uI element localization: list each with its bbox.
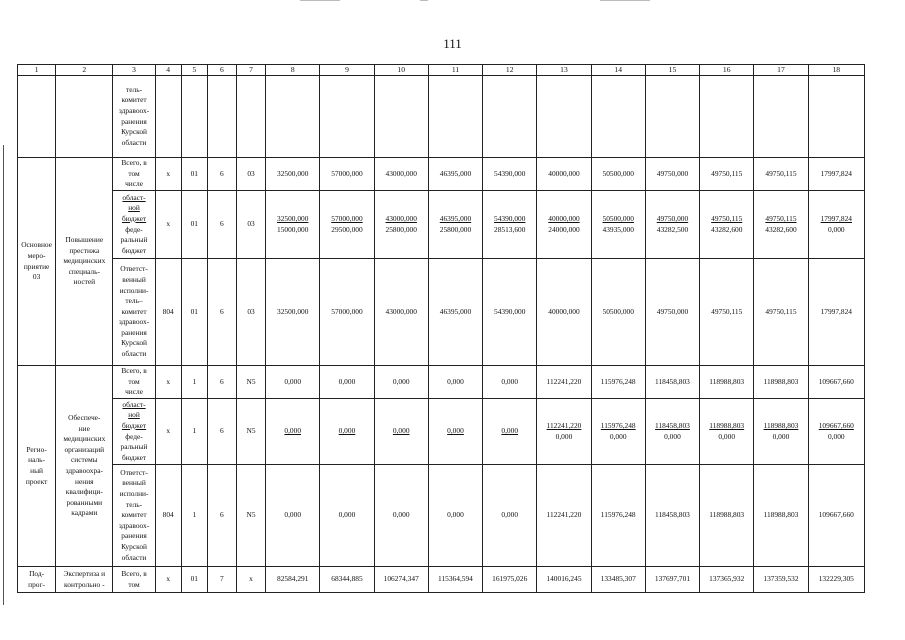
value-cell: 115364,594 bbox=[428, 567, 482, 593]
value-cell: 0,000 bbox=[320, 465, 374, 567]
value-cell: 82584,291 bbox=[266, 567, 320, 593]
column-header: 15 bbox=[645, 65, 699, 76]
value-cell: 32500,000 bbox=[266, 259, 320, 366]
value-cell bbox=[374, 399, 428, 465]
value-cell bbox=[483, 191, 537, 259]
value-cell: 118988,803 bbox=[754, 366, 808, 399]
value-cell: 49750,115 bbox=[754, 158, 808, 191]
value-cell: 57000,000 bbox=[320, 158, 374, 191]
column-header: 16 bbox=[700, 65, 754, 76]
regional-budget-value: 109667,660 bbox=[818, 420, 854, 430]
regional-budget-value: 0,000 bbox=[284, 426, 302, 436]
value-cell bbox=[266, 191, 320, 259]
header-row bbox=[18, 65, 865, 76]
value-cell: 112241,220 bbox=[537, 366, 591, 399]
scan-mark bbox=[300, 0, 340, 1]
value-cell bbox=[700, 399, 754, 465]
value-cell: 0,000 bbox=[374, 465, 428, 567]
row-title-cell: Обеспече- ние медицинских организаций системы здравоохра- нения квалифици- рованными кадрами bbox=[56, 366, 113, 567]
federal-budget-value: 25800,000 bbox=[385, 224, 417, 234]
column-header: 3 bbox=[113, 65, 155, 76]
column-header: 5 bbox=[181, 65, 207, 76]
scan-edge bbox=[3, 145, 4, 605]
column-header: 6 bbox=[207, 65, 236, 76]
value-cell: 43000,000 bbox=[374, 259, 428, 366]
value-cell: 49750,000 bbox=[645, 259, 699, 366]
value-cell: 50500,000 bbox=[591, 158, 645, 191]
source-cell: Всего, в том bbox=[113, 567, 155, 593]
regional-budget-value: 49750,115 bbox=[711, 213, 743, 223]
federal-budget-value: 29500,000 bbox=[331, 224, 363, 234]
value-cell bbox=[320, 191, 374, 259]
column-header: 13 bbox=[537, 65, 591, 76]
regional-budget-value: 0,000 bbox=[392, 426, 410, 436]
federal-budget-value: 28513,600 bbox=[494, 224, 526, 234]
source-cell: Ответст- венный исполни- тель- комитет здравоох- ранения Курской области bbox=[113, 465, 155, 567]
value-cell: 0,000 bbox=[483, 366, 537, 399]
value-cell: 112241,220 bbox=[537, 465, 591, 567]
federal-budget-value: 0,000 bbox=[827, 431, 845, 441]
value-cell: 118988,803 bbox=[700, 366, 754, 399]
value-cell: 118458,803 bbox=[645, 366, 699, 399]
federal-budget-value: 15000,000 bbox=[277, 224, 309, 234]
table-row: област- ной бюджет феде- ральный бюджет х 01 6 03 32500,000 15000,000 57000,000 29500,000 43000,000 25800,000 46395,000 25800,000 54390,000 28513,600 40000,000 24000,000 50500,000 43935,000 49750,000 43282,500 49750,115 43282,600 49750,115 43282,600 17997,824 0,000 bbox=[18, 191, 865, 259]
value-cell: 0,000 bbox=[266, 465, 320, 567]
value-cell: 49750,115 bbox=[700, 259, 754, 366]
value-cell: 137359,532 bbox=[754, 567, 808, 593]
regional-budget-value: 118988,803 bbox=[709, 420, 745, 430]
federal-budget-value: 43935,000 bbox=[602, 224, 634, 234]
value-cell bbox=[428, 191, 482, 259]
federal-budget-value: 43282,600 bbox=[765, 224, 797, 234]
value-cell: 49750,000 bbox=[645, 158, 699, 191]
value-cell bbox=[537, 191, 591, 259]
federal-budget-value: 0,000 bbox=[718, 431, 736, 441]
value-cell bbox=[754, 191, 808, 259]
value-cell: 137365,932 bbox=[700, 567, 754, 593]
column-header: 14 bbox=[591, 65, 645, 76]
column-header: 18 bbox=[808, 65, 864, 76]
column-header: 1 bbox=[18, 65, 56, 76]
value-cell: 54390,000 bbox=[483, 259, 537, 366]
value-cell: 0,000 bbox=[428, 465, 482, 567]
federal-budget-value: 0,000 bbox=[827, 224, 845, 234]
value-cell bbox=[537, 399, 591, 465]
value-cell bbox=[591, 191, 645, 259]
regional-budget-value: 118988,803 bbox=[763, 420, 799, 430]
value-cell bbox=[266, 399, 320, 465]
source-cell: област- ной бюджет феде- ральный бюджет bbox=[113, 191, 155, 259]
source-cell: Всего, в том числе bbox=[113, 366, 155, 399]
regional-budget-value: 50500,000 bbox=[602, 213, 634, 223]
regional-budget-value: 46395,000 bbox=[439, 213, 472, 223]
value-cell: 49750,115 bbox=[754, 259, 808, 366]
value-cell: 161975,026 bbox=[483, 567, 537, 593]
value-cell: 54390,000 bbox=[483, 158, 537, 191]
column-header: 7 bbox=[236, 65, 265, 76]
column-header: 12 bbox=[483, 65, 537, 76]
regional-budget-value: 0,000 bbox=[338, 426, 356, 436]
value-cell: 140016,245 bbox=[537, 567, 591, 593]
value-cell bbox=[808, 191, 864, 259]
table-row: Регио- наль- ный проект Обеспече- ние медицинских организаций системы здравоохра- нения квалифици- рованными кадрами Всего, в том числе х 1 6 N5 0,000 0,000 0,000 0,000 0,000 112241,220 115976,248 118458,803 118988,803 118988,803 109667,660 bbox=[18, 366, 865, 399]
value-cell: 118988,803 bbox=[700, 465, 754, 567]
column-header: 17 bbox=[754, 65, 808, 76]
row-title-cell: Экспертиза и контрольно - bbox=[56, 567, 113, 593]
value-cell bbox=[754, 399, 808, 465]
table-row: Ответст- венный исполни- тель- комитет здравоох- ранения Курской области 804 1 6 N5 0,000 0,000 0,000 0,000 0,000 112241,220 115976,248 118458,803 118988,803 118988,803 109667,660 bbox=[18, 465, 865, 567]
regional-budget-value: 115976,248 bbox=[600, 420, 636, 430]
value-cell: 132229,305 bbox=[808, 567, 864, 593]
budget-table bbox=[17, 64, 865, 593]
value-cell: 57000,000 bbox=[320, 259, 374, 366]
regional-budget-value: 40000,000 bbox=[548, 213, 580, 223]
value-cell: 118458,803 bbox=[645, 465, 699, 567]
value-cell: 40000,000 bbox=[537, 259, 591, 366]
regional-budget-value: 0,000 bbox=[447, 426, 464, 436]
regional-budget-value: 57000,000 bbox=[331, 213, 363, 223]
scan-mark bbox=[600, 0, 650, 1]
regional-budget-value: 112241,220 bbox=[546, 420, 582, 430]
value-cell: 17997,824 bbox=[808, 259, 864, 366]
value-cell: 50500,000 bbox=[591, 259, 645, 366]
column-header: 2 bbox=[56, 65, 113, 76]
value-cell: 133485,307 bbox=[591, 567, 645, 593]
federal-budget-value: 0,000 bbox=[555, 431, 573, 441]
column-header: 9 bbox=[320, 65, 374, 76]
regional-budget-value: 0,000 bbox=[501, 426, 519, 436]
value-cell: 46395,000 bbox=[428, 158, 482, 191]
value-cell: 0,000 bbox=[266, 366, 320, 399]
scan-mark bbox=[420, 0, 428, 1]
row-type-cell: Регио- наль- ный проект bbox=[18, 366, 56, 567]
regional-budget-value: 54390,000 bbox=[494, 213, 526, 223]
value-cell: 17997,824 bbox=[808, 158, 864, 191]
row-title-cell: Повышение престижа медицинских специаль- ностей bbox=[56, 158, 113, 366]
source-cell: Ответст- венный исполни- тель– комитет здравоох- ранения Курской области bbox=[113, 259, 155, 366]
column-header: 8 bbox=[266, 65, 320, 76]
value-cell: 106274,347 bbox=[374, 567, 428, 593]
federal-budget-value: 0,000 bbox=[772, 431, 790, 441]
regional-budget-value: 49750,000 bbox=[656, 213, 689, 223]
regional-budget-value: 49750,115 bbox=[765, 213, 797, 223]
federal-budget-value: 0,000 bbox=[609, 431, 627, 441]
table-row: Ответст- венный исполни- тель– комитет здравоох- ранения Курской области 804 01 6 03 32500,000 57000,000 43000,000 46395,000 54390,000 40000,000 50500,000 49750,000 49750,115 49750,115 17997,824 bbox=[18, 259, 865, 366]
value-cell bbox=[645, 399, 699, 465]
regional-budget-value: 17997,824 bbox=[820, 213, 852, 223]
value-cell: 46395,000 bbox=[428, 259, 482, 366]
value-cell bbox=[645, 191, 699, 259]
federal-budget-value: 43282,500 bbox=[656, 224, 689, 234]
value-cell bbox=[700, 191, 754, 259]
row-type-cell: Под- прог- bbox=[18, 567, 56, 593]
federal-budget-value: 24000,000 bbox=[548, 224, 580, 234]
regional-budget-value: 43000,000 bbox=[385, 213, 417, 223]
federal-budget-value: 0,000 bbox=[664, 431, 681, 441]
value-cell: 68344,885 bbox=[320, 567, 374, 593]
value-cell: 109667,660 bbox=[808, 366, 864, 399]
regional-budget-value: 118458,803 bbox=[655, 420, 690, 430]
value-cell: 0,000 bbox=[483, 465, 537, 567]
column-header: 11 bbox=[428, 65, 482, 76]
value-cell: 0,000 bbox=[428, 366, 482, 399]
value-cell bbox=[320, 399, 374, 465]
regional-budget-value: 32500,000 bbox=[277, 213, 309, 223]
row-type-cell: Основное меро- приятие 03 bbox=[18, 158, 56, 366]
value-cell: 118988,803 bbox=[754, 465, 808, 567]
value-cell: 40000,000 bbox=[537, 158, 591, 191]
federal-budget-value: 43282,600 bbox=[711, 224, 743, 234]
page-number: 111 bbox=[443, 36, 462, 51]
table-row: област- ной бюджет феде- ральный бюджет х 1 6 N5 0,000 0,000 0,000 0,000 0,000 112241,220 0,000 115976,248 0,000 118458,803 0,000 118988,803 0,000 118988,803 0,000 109667,660 0,000 bbox=[18, 399, 865, 465]
table-row: Основное меро- приятие 03 Повышение престижа медицинских специаль- ностей Всего, в том числе х 01 6 03 32500,000 57000,000 43000,000 46395,000 54390,000 40000,000 50500,000 49750,000 49750,115 49750,115 17997,824 bbox=[18, 158, 865, 191]
value-cell bbox=[374, 191, 428, 259]
source-cell: Всего, в том числе bbox=[113, 158, 155, 191]
table-row: Под- прог- Экспертиза и контрольно - Всего, в том х 01 7 х 82584,291 68344,885 106274,347 115364,594 161975,026 140016,245 133485,307 137697,701 137365,932 137359,532 132229,305 bbox=[18, 567, 865, 593]
value-cell: 43000,000 bbox=[374, 158, 428, 191]
value-cell bbox=[808, 399, 864, 465]
value-cell: 115976,248 bbox=[591, 465, 645, 567]
value-cell bbox=[591, 399, 645, 465]
value-cell: 137697,701 bbox=[645, 567, 699, 593]
executor-cell: тель- комитет здравоох- ранения Курской области bbox=[113, 76, 155, 158]
value-cell: 49750,115 bbox=[700, 158, 754, 191]
value-cell bbox=[428, 399, 482, 465]
value-cell: 0,000 bbox=[374, 366, 428, 399]
value-cell: 115976,248 bbox=[591, 366, 645, 399]
column-header: 10 bbox=[374, 65, 428, 76]
table-row bbox=[18, 76, 865, 158]
federal-budget-value: 25800,000 bbox=[439, 224, 472, 234]
value-cell: 109667,660 bbox=[808, 465, 864, 567]
value-cell: 0,000 bbox=[320, 366, 374, 399]
source-cell: област- ной бюджет феде- ральный бюджет bbox=[113, 399, 155, 465]
value-cell: 32500,000 bbox=[266, 158, 320, 191]
value-cell bbox=[483, 399, 537, 465]
column-header: 4 bbox=[155, 65, 181, 76]
